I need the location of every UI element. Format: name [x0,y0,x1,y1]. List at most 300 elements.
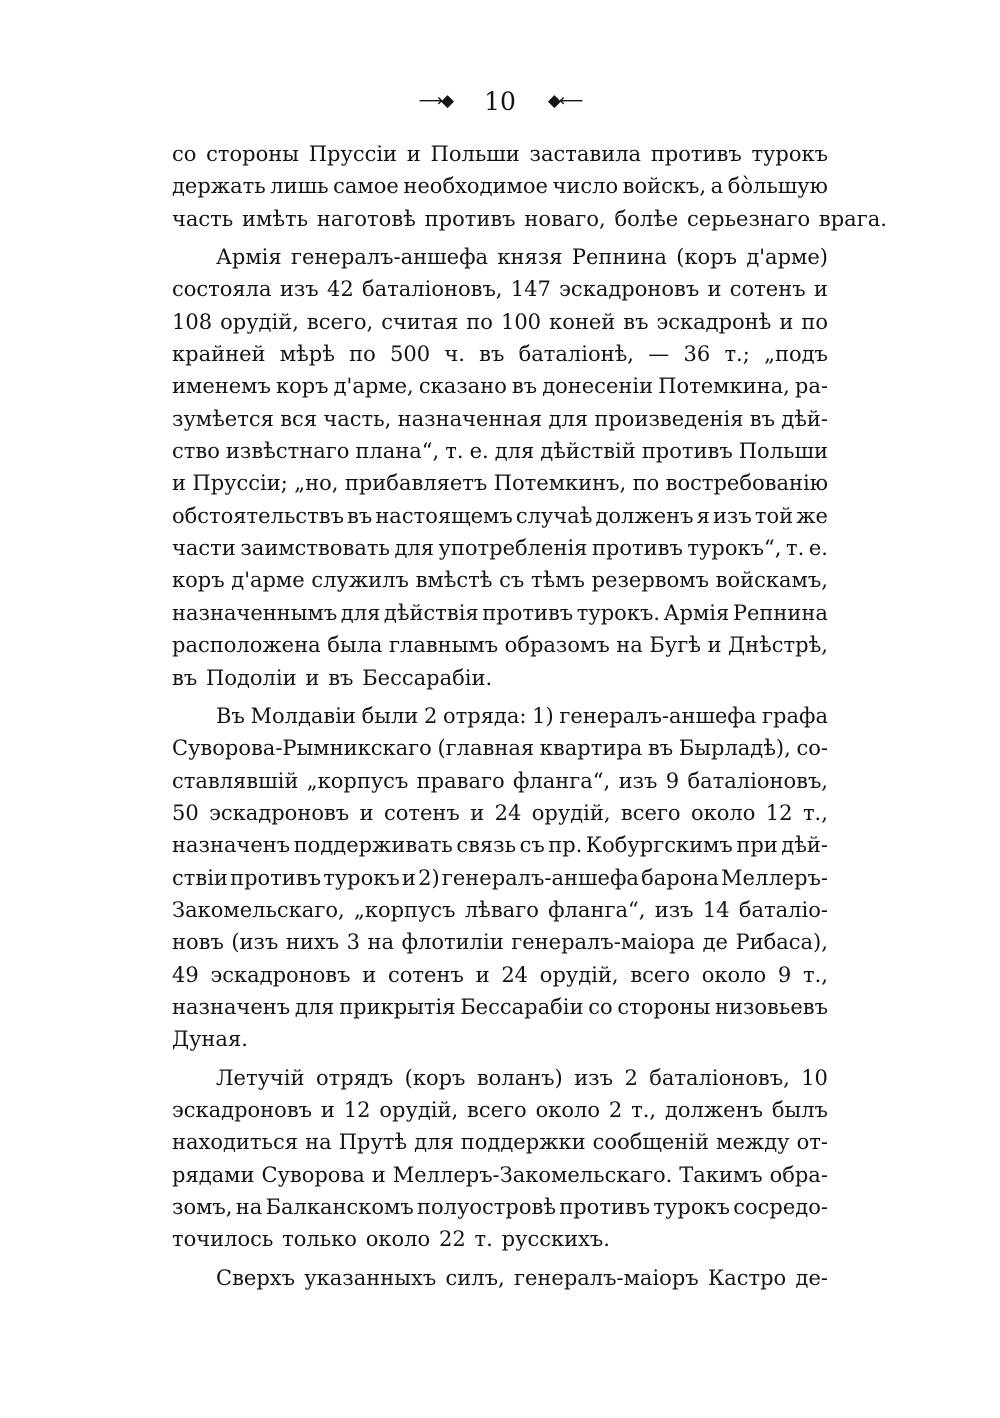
word: генералъ-маіора [511,930,696,955]
word: и [172,471,186,496]
word: эскадронѣ [656,309,772,334]
text-line [172,732,828,764]
word: по [632,471,660,496]
word: образомъ [504,633,610,658]
word: сотенъ [729,277,806,302]
word: именемъ [172,374,271,399]
word: русскихъ. [501,1227,610,1252]
word: противъ [424,206,516,231]
word: баталіоновъ, [361,277,503,302]
word: расположена [172,633,321,658]
word: князя [497,245,563,270]
word: т.; [724,342,750,367]
word: Армія [663,600,730,625]
text-line [172,370,828,402]
word: коръ [172,568,225,593]
text-line [172,203,887,235]
word: и [475,962,490,987]
word: находиться [172,1130,298,1155]
word: по [466,309,493,334]
word: назначеннымъ [172,600,338,625]
word: и [371,1162,386,1187]
word: т. [785,536,805,561]
text-line [172,273,828,305]
word: для [340,600,381,625]
word: коней [549,309,616,334]
word: воланъ) [476,1065,563,1090]
word: полуостровѣ [417,1195,556,1219]
word: сотенъ [388,962,464,987]
word: Суворова [261,1162,365,1187]
word: сотенъ [383,800,460,825]
word: при [736,833,778,858]
word: д'арме [231,568,305,593]
word: т. [445,439,464,464]
word: Кастро [707,1265,787,1290]
text-line [172,1262,828,1294]
word: Дуная. [172,1027,248,1052]
word: извѣстнаго [225,439,350,464]
word: генералъ-аншефа [559,703,757,728]
word: на [235,1195,263,1219]
word: для [294,994,335,1019]
word: сказано [418,374,507,399]
word: 100 [500,309,542,334]
word: ствіи [172,865,228,890]
word: держать [172,174,266,199]
header-ornament-left: ⟶◆ [418,91,453,111]
word: т., [631,1097,657,1122]
word: 10 [801,1065,828,1090]
word: Репнина [732,600,828,625]
word: е. [808,536,828,561]
word: изъ [574,1065,613,1090]
word: вся [280,406,318,431]
word: въ [479,342,505,367]
word: изъ [712,503,752,528]
word: Днѣстрѣ, [728,633,828,658]
word: Сверхъ [216,1265,295,1290]
word: дѣй- [781,406,828,431]
word: Потемкинъ, [493,471,627,496]
word: Бессарабіи [460,994,584,1019]
word: „корпусъ [353,897,456,922]
word: врага. [818,206,887,231]
word: и [401,865,416,890]
paragraph [172,1262,828,1294]
word: (коръ [676,245,737,270]
word: для [548,406,589,431]
word: на [305,1130,332,1155]
word: резервомъ [591,568,709,593]
word: всего [630,962,690,987]
word: противъ [591,536,683,561]
word: изъ [654,897,694,922]
word: Прутѣ [338,1130,408,1155]
text-line [172,629,828,661]
word: и [813,277,828,302]
word: д'арме, [333,374,414,399]
word: стороны [206,142,299,166]
word: де- [795,1265,828,1290]
word: 24 [494,800,522,825]
word: Суворова-Рымникскаго [172,736,432,761]
text-line [172,564,828,596]
text-line [172,894,828,926]
word: по [349,342,376,367]
word: 2) [418,865,440,890]
word: нихъ [285,930,340,955]
text-line [172,467,828,499]
text-line [172,1223,828,1255]
word: д'арме) [746,245,828,270]
word: ставлявшій [172,768,299,793]
word: зомъ, [172,1195,233,1219]
word: противъ [482,600,574,625]
word: 1) [532,703,554,728]
word: заставила [529,142,642,166]
word: дѣй- [781,833,828,858]
body-text [172,138,887,1294]
word: эскадроновъ [210,962,351,987]
word: Кобургскимъ [585,833,733,858]
word: и [406,142,421,166]
word: часть [172,206,234,231]
text-line [172,338,828,370]
word: самое [333,174,399,199]
word: 22 [438,1227,466,1252]
text-line [172,1191,828,1223]
word: служилъ [311,568,409,593]
word: въ [511,374,538,399]
word: Летучій [216,1065,305,1090]
word: баталіоновъ, [687,768,828,793]
text-line [172,1159,828,1191]
word: баталіонѣ, [518,342,634,367]
word: мѣрѣ [279,342,335,367]
word: плана“, [355,439,440,464]
word: новаго, [524,206,606,231]
word: состояла [172,277,272,302]
word: въ [749,406,775,431]
word: Бырладѣ), [678,736,791,761]
word: необходимое [403,174,548,199]
word: число [552,174,619,199]
word: Подоліи [206,665,297,690]
word: Балканскомъ [265,1195,414,1219]
word: орудій, [220,309,299,334]
word: противъ [650,142,742,166]
word: только [282,1227,357,1252]
page-header [0,86,1000,116]
word: т. [474,1227,493,1252]
word: квартира [539,736,643,761]
word: силъ, [445,1265,505,1290]
word: лишь [270,174,329,199]
word: 50 [172,800,199,825]
word: была [327,633,383,658]
word: указанныхъ [304,1265,437,1290]
text-line [172,138,828,170]
text-line [172,403,828,435]
word: и [707,277,722,302]
word: ч. [444,342,465,367]
word: т., [802,800,828,825]
word: эскадроновъ [209,800,350,825]
word: дѣйствія [383,600,479,625]
word: случаѣ [515,503,593,528]
word: болѣе [614,206,679,231]
word: 2 [608,1097,623,1122]
word: Польши [430,142,520,166]
word: произведенія [594,406,744,431]
paragraph [172,1062,828,1256]
word: настоящемъ [375,503,513,528]
word: графа [762,703,828,728]
word: назначенъ [172,994,291,1019]
word: баталіоновъ, [649,1065,790,1090]
word: около [365,1227,431,1252]
text-line [172,1094,828,1126]
word: пр. [548,833,583,858]
word: 3 [346,930,361,955]
word: назначенная [397,406,543,431]
word: „корпусъ [306,768,409,793]
text-line [172,700,828,732]
word: для [414,1130,454,1155]
page-number: 10 [484,86,516,116]
word: барона [641,865,719,890]
word: Бессарабіи. [362,665,493,690]
word: и [470,800,485,825]
word: баталіо- [738,897,828,922]
word: турокъ [323,865,400,890]
word: употребленія [438,536,588,561]
word: прикрытія [339,994,456,1019]
text-line [172,1126,828,1158]
word: долженъ [664,1097,763,1122]
word: въ [347,503,373,528]
word: генералъ-аншефа [441,865,639,890]
word: турокъ“, [687,536,782,561]
word: между [716,1130,790,1155]
word: былъ [771,1097,828,1122]
word: и [362,962,377,987]
word: я [696,503,710,528]
word: противъ [641,439,733,464]
word: (изъ [231,930,279,955]
word: серьезнаго [686,206,811,231]
word: же [796,503,828,528]
word: и [359,800,374,825]
word: со [588,994,613,1019]
word: всего, [306,309,374,334]
word: связь [456,833,517,858]
word: съ [499,568,525,593]
word: сообщеній [592,1130,710,1155]
word: Потемкина, [658,374,790,399]
word: Рибаса), [735,930,828,955]
word: турокъ [653,1195,730,1219]
word: части [172,536,236,561]
word: орудій, [539,962,619,987]
word: „но, [294,471,339,496]
word: донесеніи [542,374,654,399]
word: от- [796,1130,828,1155]
word: отряда: [442,703,527,728]
word: изъ [618,768,658,793]
text-line [172,862,828,894]
word: и [707,633,722,658]
word: — [648,342,670,367]
word: де [702,930,728,955]
word: Репнина [571,245,667,270]
word: (главная [437,736,535,761]
word: въ [328,665,354,690]
word: наготовѣ [316,206,416,231]
text-line [172,241,828,273]
word: назначенъ [172,833,291,858]
word: стороны [617,994,711,1019]
word: флотиліи [401,930,504,955]
word: Меллеръ-Закомельскаго. [392,1162,673,1187]
word: 12 [765,800,793,825]
word: 12 [343,1097,371,1122]
word: на [367,930,395,955]
word: Пруссіи [308,142,398,166]
word: Въ [216,703,245,728]
word: изъ [279,277,319,302]
word: войскамъ, [715,568,828,593]
word: поддерживать [293,833,453,858]
word: генералъ-маіоръ [513,1265,699,1290]
text-line [172,435,828,467]
word: Меллеръ- [721,865,828,890]
word: обра- [769,1162,828,1187]
word: орудій, [379,1097,459,1122]
word: Такимъ [679,1162,763,1187]
text-line [172,926,828,958]
word: прибавляетъ [344,471,488,496]
word: рядами [172,1162,255,1187]
text-line [172,1062,828,1094]
word: обстоятельствъ [172,503,344,528]
word: Бугѣ [649,633,701,658]
text-line [172,797,828,829]
paragraph [172,700,828,1056]
word: фланга“, [512,768,611,793]
word: считая [381,309,459,334]
word: Польши [738,439,828,464]
word: часть, [323,406,392,431]
word: для [494,439,535,464]
word: бо̀льшую [727,174,828,199]
word: 2 [624,1065,638,1090]
word: сосредо- [733,1195,828,1219]
word: 24 [501,962,529,987]
word: (коръ [404,1065,466,1090]
word: эскадроновъ [172,1097,313,1122]
word: имѣть [242,206,309,231]
text-line [172,662,828,694]
paragraph [172,241,828,694]
word: коръ [275,374,329,399]
word: противъ [230,865,321,890]
word: 108 [172,309,213,334]
word: около [690,800,756,825]
word: около [701,962,767,987]
text-line [172,765,828,797]
word: поддержки [460,1130,586,1155]
word: всего [620,800,681,825]
word: турокъ. [576,600,660,625]
word: „подъ [764,342,828,367]
word: въ [647,736,674,761]
word: праваго [416,768,505,793]
word: около [535,1097,600,1122]
word: и [305,665,320,690]
word: со [172,142,197,166]
word: турокъ [751,142,828,166]
word: ство [172,439,220,464]
word: всего [467,1097,527,1122]
word: въ [172,665,198,690]
header-ornament-right: ◆⟵ [547,91,582,111]
word: генералъ-аншефа [291,245,489,270]
text-line [172,1023,828,1055]
text-line [172,991,828,1023]
word: 500 [390,342,431,367]
text-line [172,532,828,564]
word: отрядъ [315,1065,394,1090]
word: 9 [777,962,792,987]
word: ра- [794,374,828,399]
word: фланга“, [548,897,646,922]
word: новъ [172,930,224,955]
word: Молдавіи [250,703,356,728]
word: 49 [172,962,199,987]
word: 2 [423,703,438,728]
word: для [394,536,434,561]
word: долженъ [595,503,694,528]
word: тѣмъ [530,568,585,593]
word: е. [469,439,489,464]
text-line [172,500,828,532]
word: точилось [172,1227,274,1252]
word: крайней [172,342,266,367]
word: 147 [510,277,551,302]
word: 42 [326,277,354,302]
text-line [172,170,828,202]
word: были [361,703,419,728]
word: заимствовать [240,536,390,561]
word: 36 [683,342,711,367]
word: низовьевъ [714,994,828,1019]
word: войскъ, [622,174,707,199]
word: въ [623,309,649,334]
word: лѣваго [464,897,539,922]
text-line [172,306,828,338]
word: вмѣстѣ [415,568,493,593]
paragraph [172,138,887,235]
word: и [779,309,794,334]
word: противъ [559,1195,651,1219]
word: т., [803,962,828,987]
text-line [172,597,828,629]
text-line [172,829,828,861]
word: съ [519,833,545,858]
word: той [754,503,794,528]
